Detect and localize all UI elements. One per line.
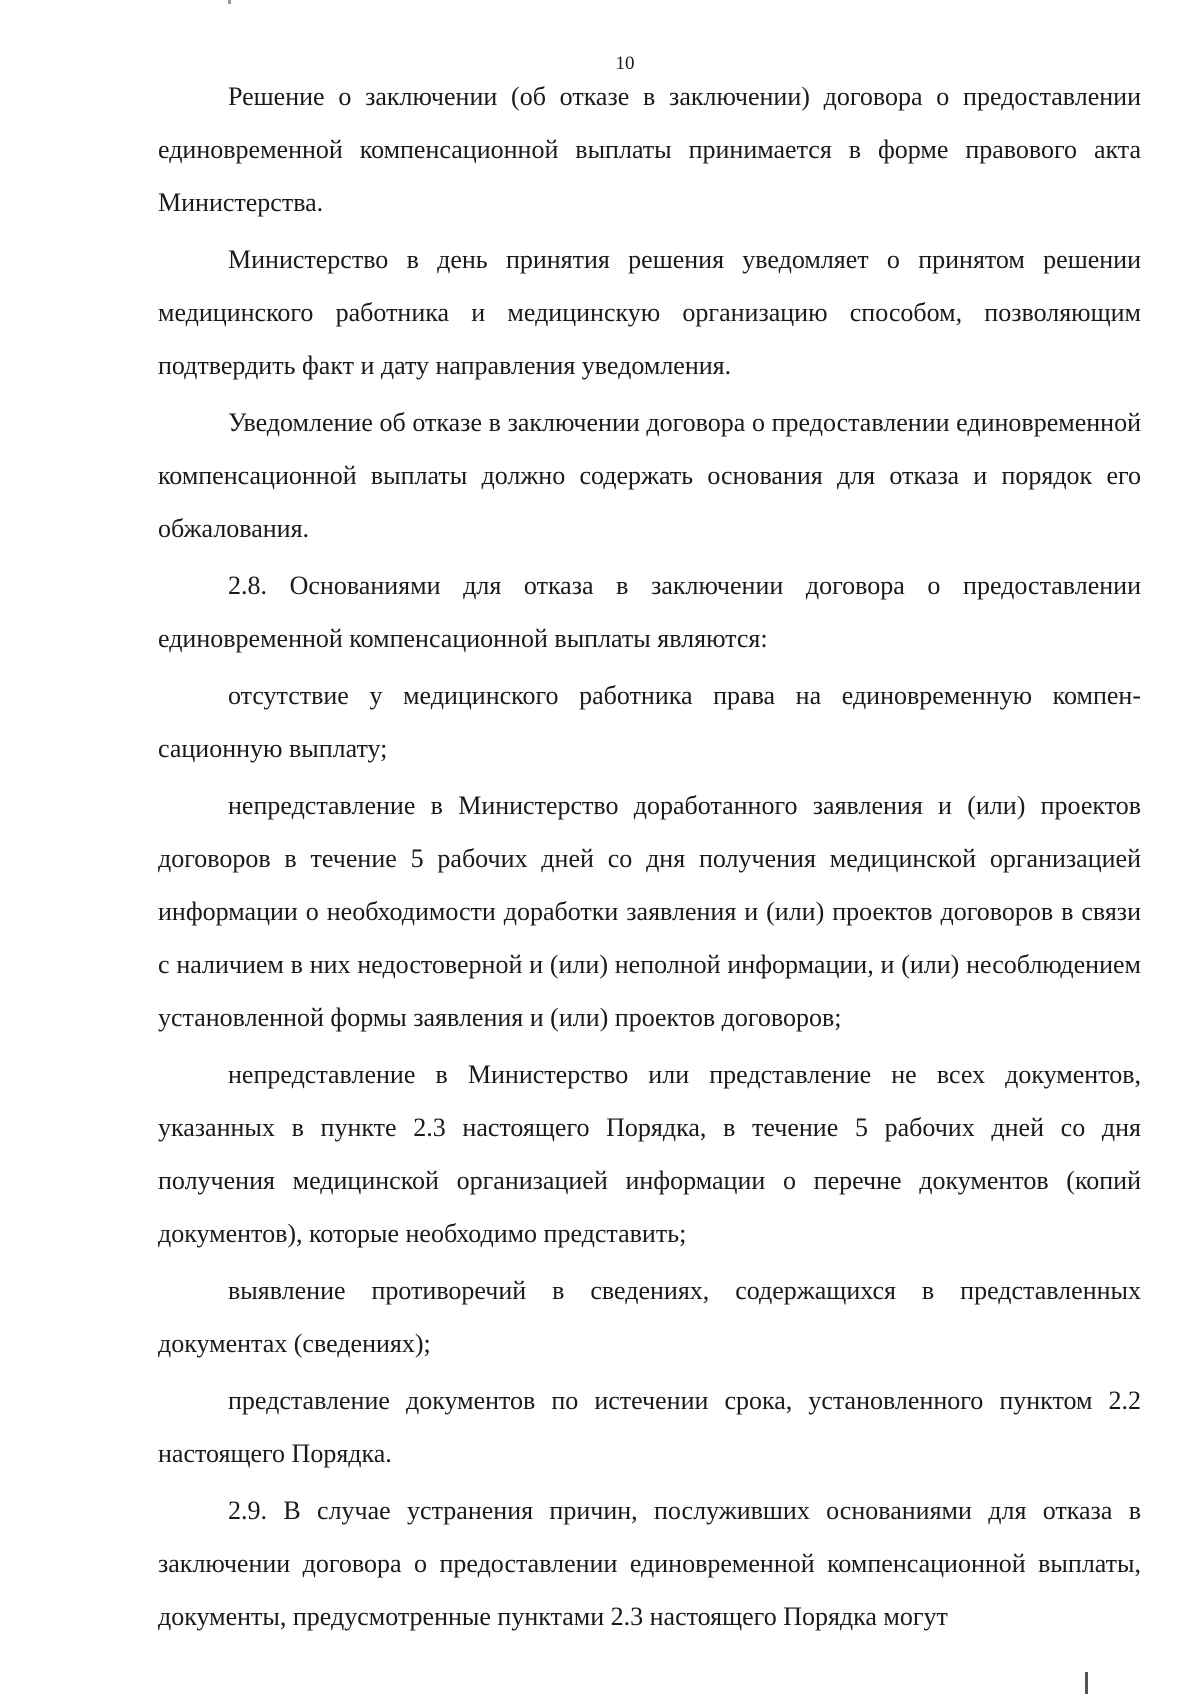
list-item-no-right: отсутствие у медицинского работника права на единовременную компенсационную выплату; xyxy=(158,681,1141,763)
paragraph-ministry-notification: Министерство в день принятия решения уведомляет о принятом решении медицинского работника и медицинскую организацию способом, позволяющим подтвердить факт и дату направления уведомления. xyxy=(158,245,1141,380)
paragraph-2-9-resubmission: 2.9. В случае устранения причин, послуживших основаниями для отказа в заключении договора о предоставлении единовременной компенсационной выплаты, документы, предусмотренные пунктами 2.3 настоящего Порядка могут xyxy=(158,1496,1141,1631)
list-item-no-revised-application: непредставление в Министерство доработанного заявления и (или) проектов договоров в течение 5 рабочих дней со дня получения медицинской организацией информации о необходимости доработки заявления и (или) проектов договоров в связи с наличием в них недостоверной и (или) неполной информации, и (или) несоблюдением установленной формы заявления и (или) проектов договоров; xyxy=(158,791,1141,1032)
scan-speck xyxy=(228,0,231,4)
list-item-contradictions: выявление противоречий в сведениях, содержащихся в представленных документах (сведениях); xyxy=(158,1276,1141,1358)
paragraph-2-8-grounds: 2.8. Основаниями для отказа в заключении договора о предоставлении единовременной компенсационной выплаты являются: xyxy=(158,571,1141,653)
page-number: 10 xyxy=(615,53,635,74)
document-body xyxy=(158,70,1141,1647)
paragraph-decision-form: Решение о заключении (об отказе в заключении) договора о предоставлении единовременной компенсационной выплаты принимается в форме правового акта Министерства. xyxy=(158,82,1141,217)
paragraph-refusal-notice: Уведомление об отказе в заключении договора о предоставлении единовременной компенсационной выплаты должно содержать основания для отказа и порядок его обжалования. xyxy=(158,408,1141,543)
list-item-late-submission: представление документов по истечении срока, установленного пунктом 2.2 настоящего Порядка. xyxy=(158,1386,1141,1468)
scan-mark xyxy=(1085,1672,1088,1694)
list-item-missing-documents: непредставление в Министерство или представление не всех документов, указанных в пункте 2.3 настоящего Порядка, в течение 5 рабочих дней со дня получения медицинской организацией информации о перечне документов (копий документов), которые необходимо представить; xyxy=(158,1060,1141,1248)
